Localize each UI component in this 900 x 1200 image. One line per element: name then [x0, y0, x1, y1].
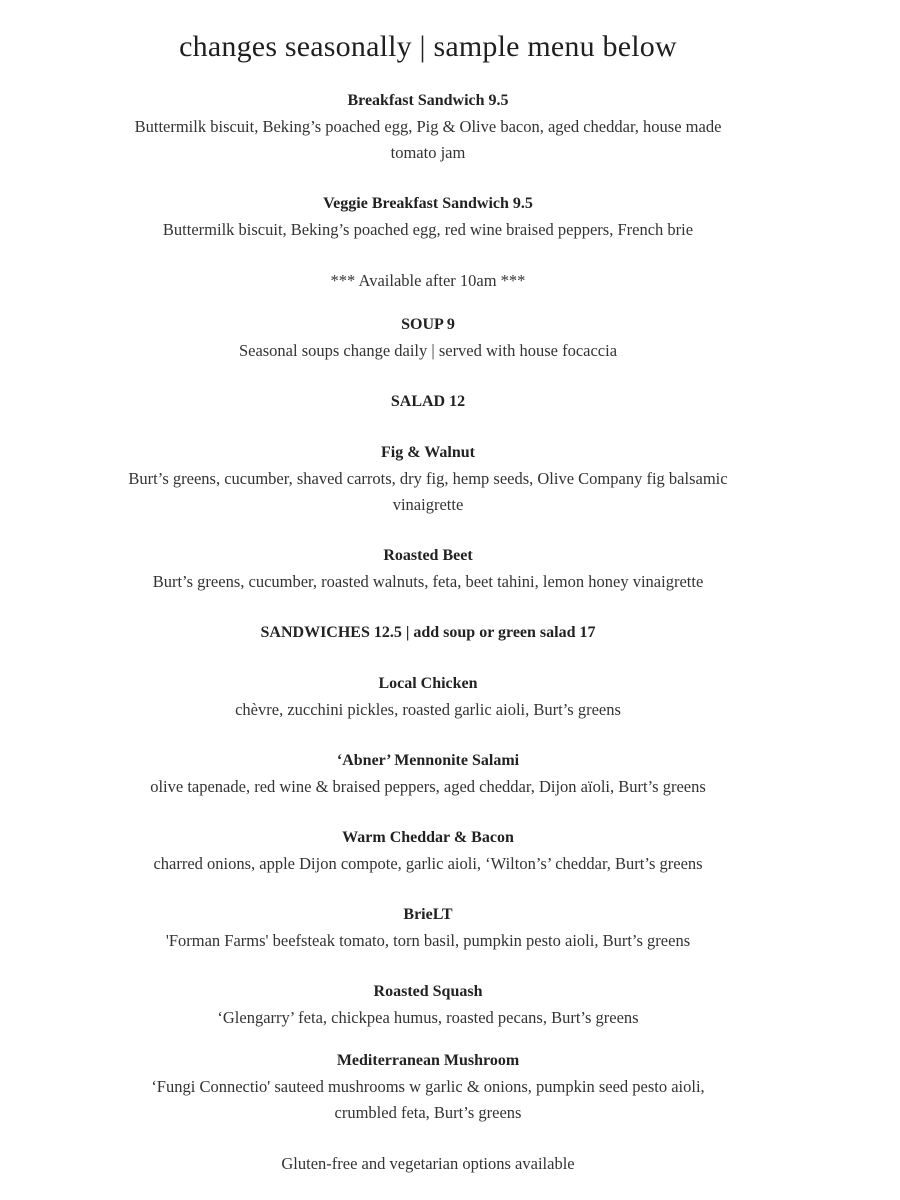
fig-walnut-title: Fig & Walnut: [381, 444, 475, 461]
availability-note: *** Available after 10am ***: [330, 271, 526, 290]
menu-title: changes seasonally | sample menu below: [179, 30, 677, 63]
mediterranean-mushroom-desc-line2: crumbled feta, Burt’s greens: [334, 1103, 522, 1122]
fig-walnut-desc-line1: Burt’s greens, cucumber, shaved carrots, dry fig, hemp seeds, Olive Company fig balsamic: [128, 469, 728, 488]
soup-title: SOUP 9: [401, 316, 455, 333]
brielt-desc: 'Forman Farms' beefsteak tomato, torn basil, pumpkin pesto aioli, Burt’s greens: [165, 931, 691, 950]
local-chicken-desc: chèvre, zucchini pickles, roasted garlic aioli, Burt’s greens: [235, 700, 621, 719]
mediterranean-mushroom-title: Mediterranean Mushroom: [336, 1052, 520, 1069]
roasted-beet-desc: Burt’s greens, cucumber, roasted walnuts, feta, beet tahini, lemon honey vinaigrette: [152, 572, 704, 591]
veggie-breakfast-sandwich-title: Veggie Breakfast Sandwich 9.5: [323, 195, 533, 212]
veggie-breakfast-sandwich-desc: Buttermilk biscuit, Beking’s poached egg, red wine braised peppers, French brie: [162, 220, 694, 239]
warm-cheddar-bacon-desc: charred onions, apple Dijon compote, garlic aioli, ‘Wilton’s’ cheddar, Burt’s greens: [153, 854, 703, 873]
abner-salami-desc: olive tapenade, red wine & braised peppers, aged cheddar, Dijon aïoli, Burt’s greens: [150, 777, 706, 796]
breakfast-sandwich-desc-line2: tomato jam: [390, 143, 466, 162]
breakfast-sandwich-desc-line1: Buttermilk biscuit, Beking’s poached egg, Pig & Olive bacon, aged cheddar, house made: [134, 117, 722, 136]
salad-section-header: SALAD 12: [390, 393, 466, 410]
soup-desc: Seasonal soups change daily | served with house focaccia: [238, 341, 618, 360]
warm-cheddar-bacon-title: Warm Cheddar & Bacon: [342, 829, 514, 846]
local-chicken-title: Local Chicken: [378, 675, 478, 692]
sandwiches-section-header: SANDWICHES 12.5 | add soup or green salad 17: [260, 624, 596, 641]
brielt-title: BrieLT: [403, 906, 453, 923]
fig-walnut-desc-line2: vinaigrette: [392, 495, 464, 514]
roasted-squash-title: Roasted Squash: [373, 983, 483, 1000]
roasted-squash-desc: ‘Glengarry’ feta, chickpea humus, roasted pecans, Burt’s greens: [217, 1008, 639, 1027]
breakfast-sandwich-title: Breakfast Sandwich 9.5: [347, 92, 509, 109]
dietary-options-note: Gluten-free and vegetarian options available: [281, 1154, 575, 1173]
mediterranean-mushroom-desc-line1: ‘Fungi Connectio' sauteed mushrooms w garlic & onions, pumpkin seed pesto aioli,: [151, 1077, 705, 1096]
roasted-beet-title: Roasted Beet: [383, 547, 473, 564]
abner-salami-title: ‘Abner’ Mennonite Salami: [336, 752, 520, 769]
